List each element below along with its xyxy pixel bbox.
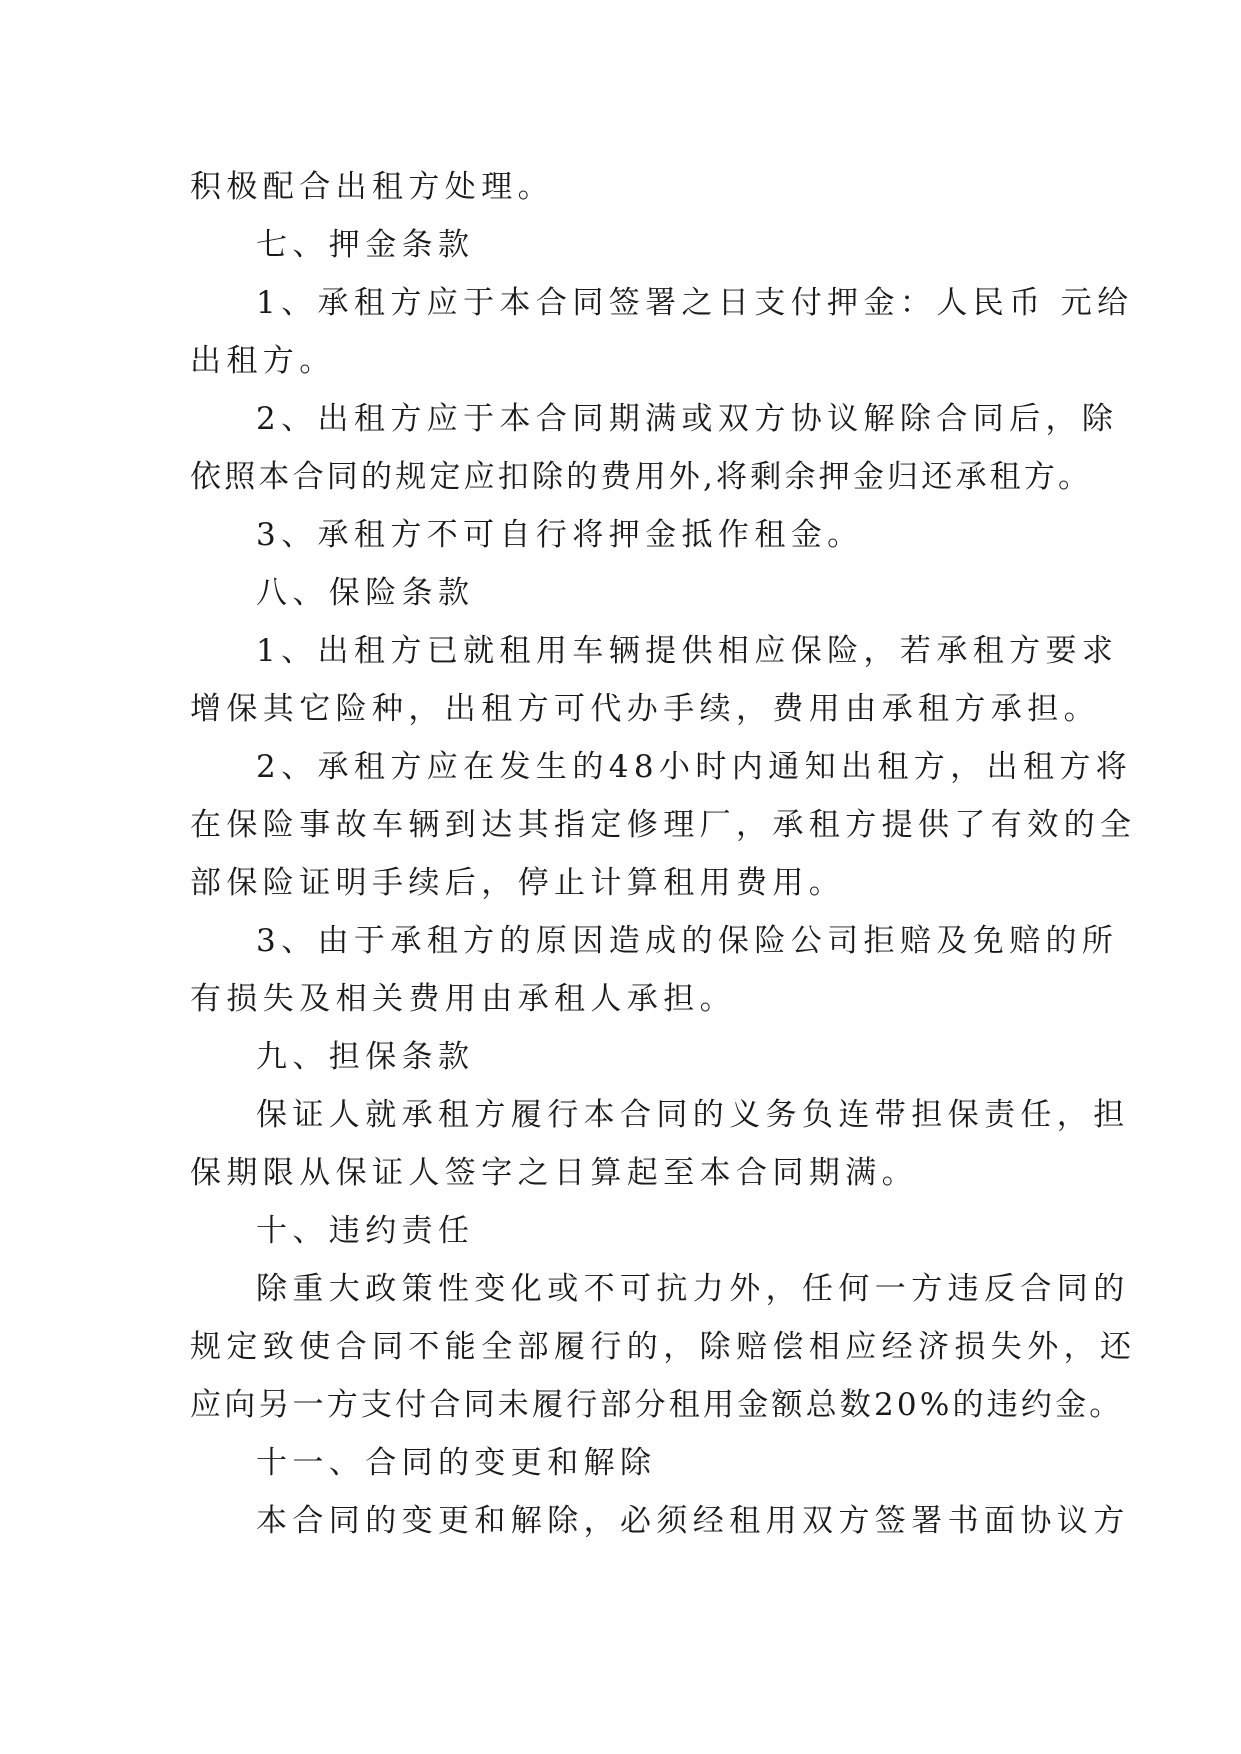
section-heading-breach: 十、违约责任 [256,1213,475,1249]
text-line: 1、出租方已就租用车辆提供相应保险，若承租方要求 [256,633,1119,669]
text-line: 本合同的变更和解除，必须经租用双方签署书面协议方 [256,1503,1130,1539]
text-line: 规定致使合同不能全部履行的，除赔偿相应经济损失外，还 [190,1329,1137,1365]
text-line: 依照本合同的规定应扣除的费用外,将剩余押金归还承租方。 [190,459,1093,495]
text-line: 2、出租方应于本合同期满或双方协议解除合同后，除 [256,401,1119,437]
text-line: 保证人就承租方履行本合同的义务负连带担保责任，担 [256,1097,1130,1133]
section-heading-guarantee: 九、担保条款 [256,1039,475,1075]
text-line: 出租方。 [190,343,336,379]
text-line: 除重大政策性变化或不可抗力外，任何一方违反合同的 [256,1271,1130,1307]
section-heading-amendment: 十一、合同的变更和解除 [256,1445,657,1481]
text-line: 增保其它险种，出租方可代办手续，费用由承租方承担。 [190,691,1100,727]
section-heading-deposit: 七、押金条款 [256,227,475,263]
text-line: 有损失及相关费用由承租人承担。 [190,981,736,1017]
text-line: 在保险事故车辆到达其指定修理厂，承租方提供了有效的全 [190,807,1137,843]
text-line: 积极配合出租方处理。 [190,169,554,205]
section-heading-insurance: 八、保险条款 [256,575,475,611]
text-line: 保期限从保证人签字之日算起至本合同期满。 [190,1155,918,1191]
document-body [190,158,1137,1550]
text-line: 部保险证明手续后，停止计算租用费用。 [190,865,846,901]
text-line: 2、承租方应在发生的48小时内通知出租方，出租方将 [256,749,1133,785]
text-line: 3、承租方不可自行将押金抵作租金。 [256,517,864,553]
text-line: 1、承租方应于本合同签署之日支付押金：人民币 元给 [256,285,1134,321]
text-line: 应向另一方支付合同未履行部分租用金额总数20%的违约金。 [190,1387,1124,1423]
text-line: 3、由于承租方的原因造成的保险公司拒赔及免赔的所 [256,923,1119,959]
